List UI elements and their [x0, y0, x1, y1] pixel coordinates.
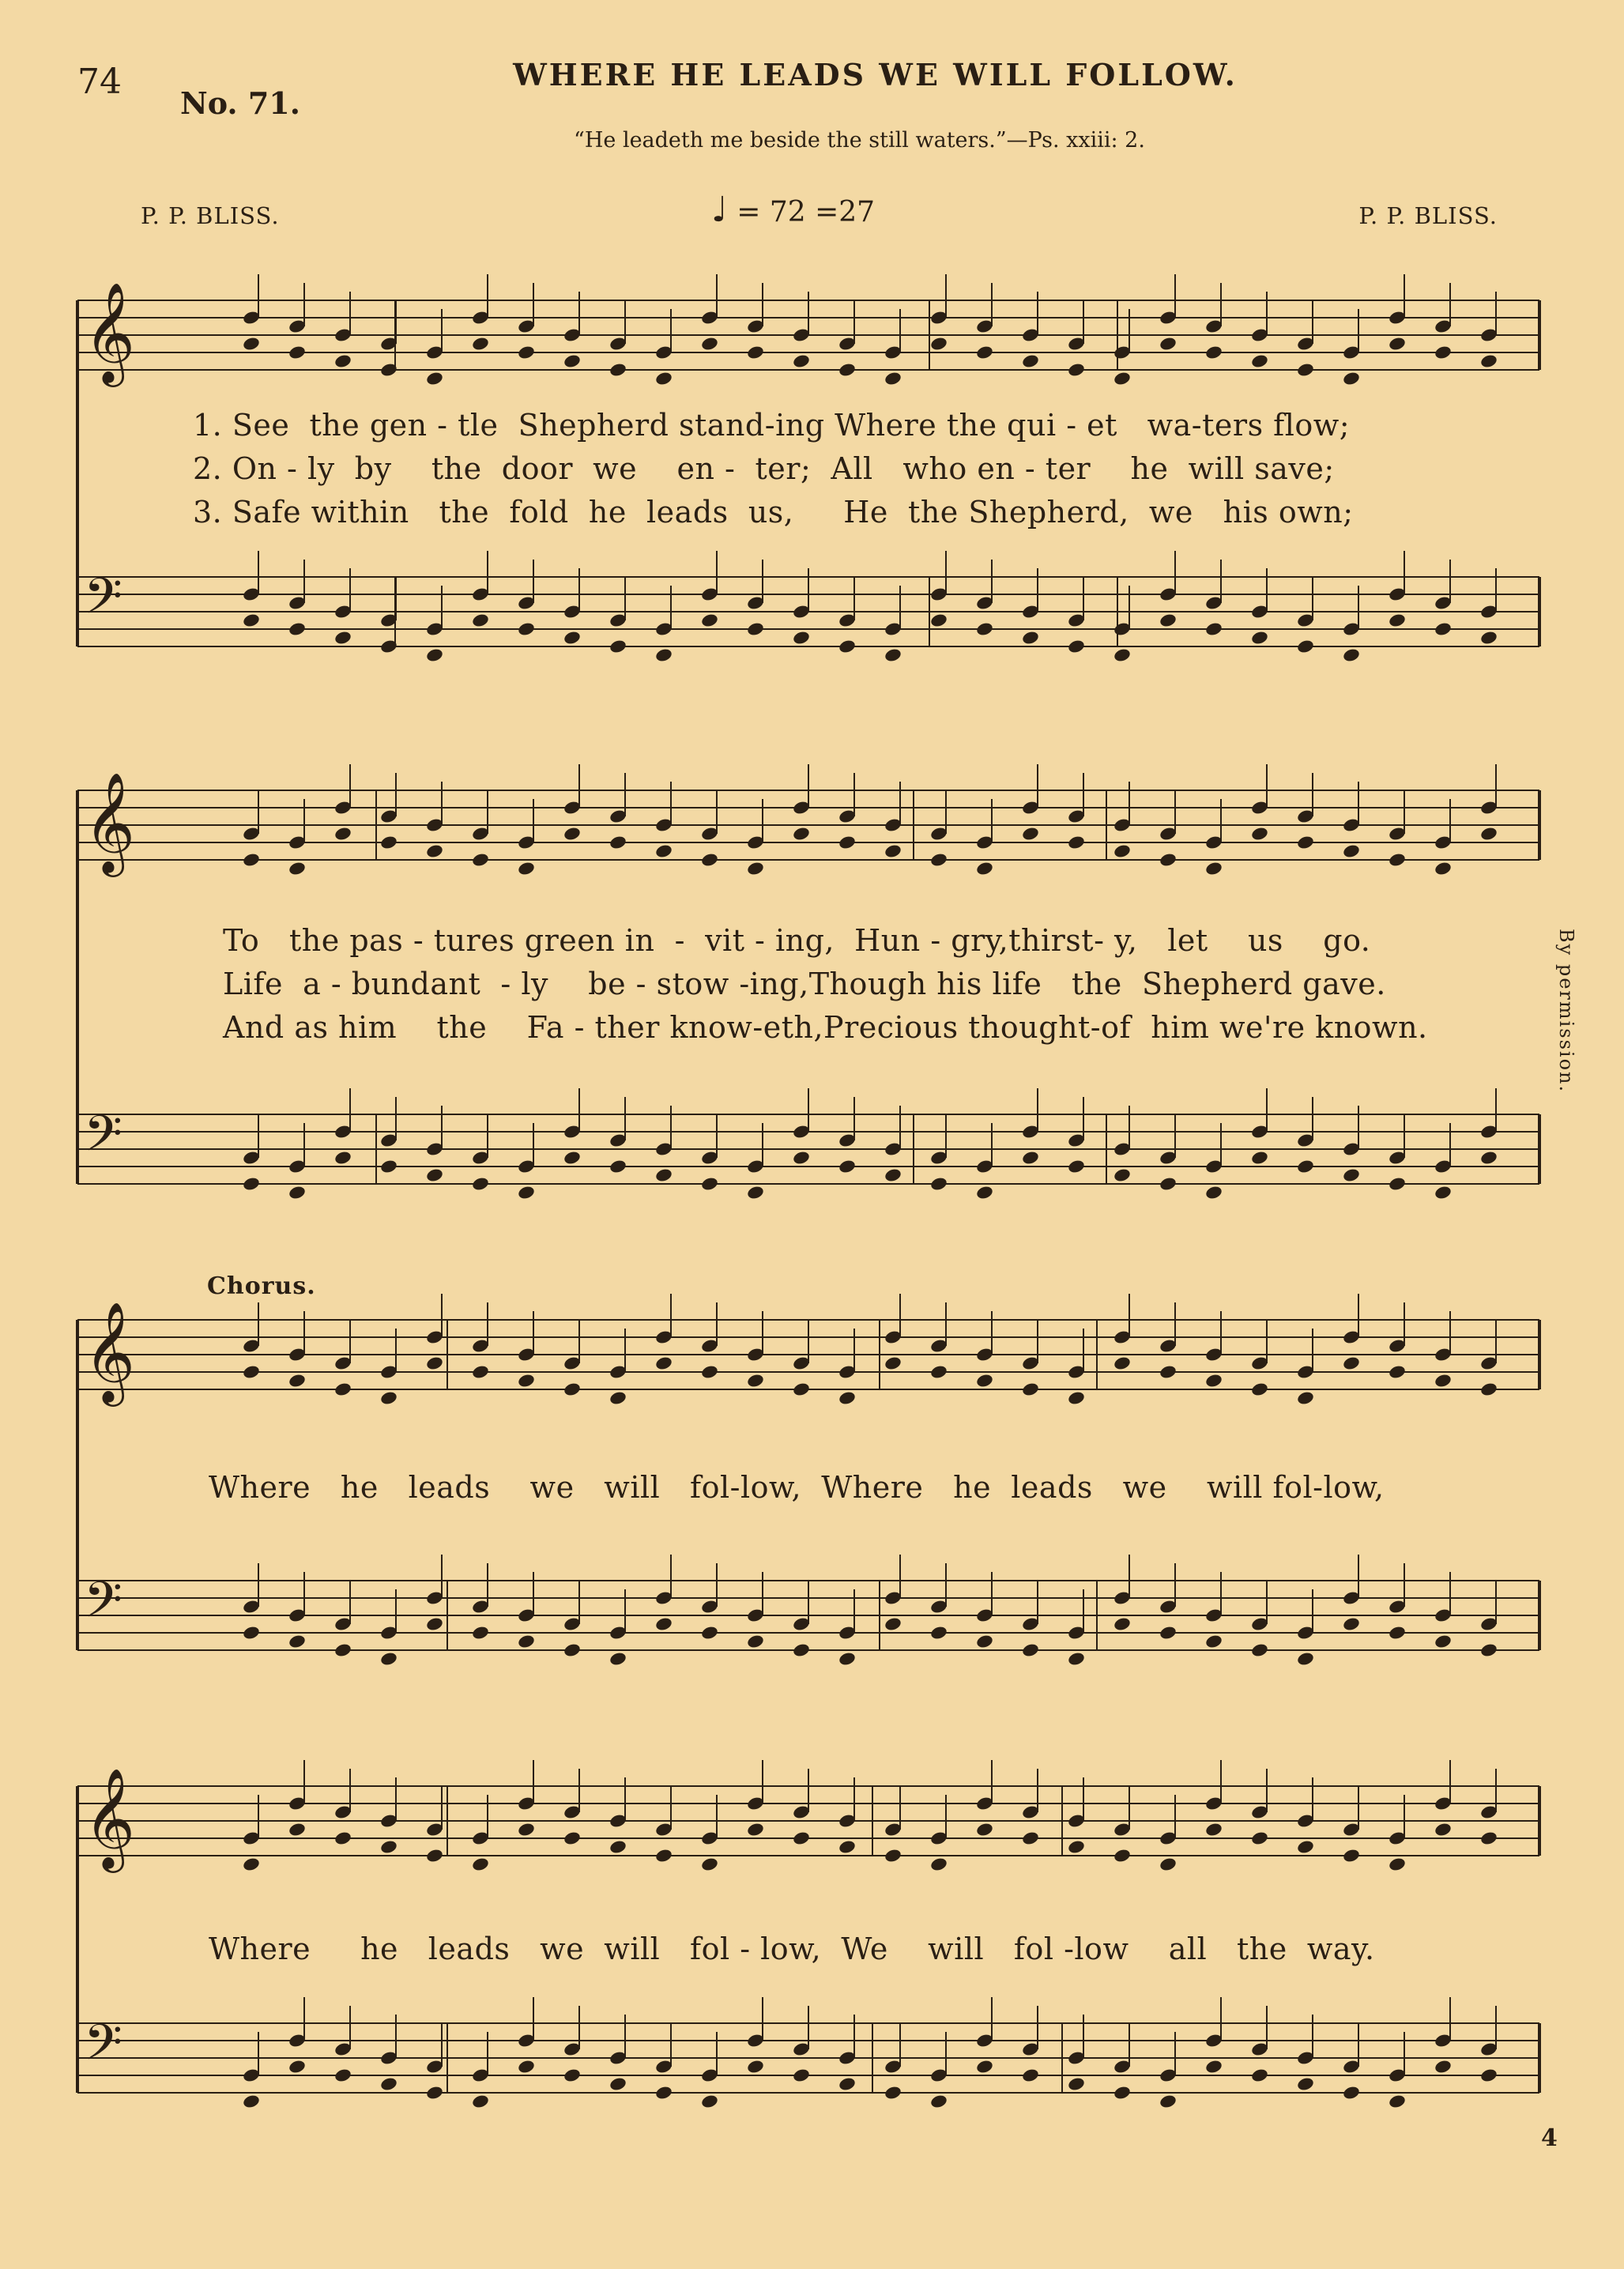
note-head — [242, 1364, 261, 1380]
note-head — [1250, 2067, 1269, 2083]
note-head — [288, 621, 307, 637]
note-head — [1113, 2085, 1132, 2101]
note-head — [288, 2059, 307, 2075]
note-head — [792, 2067, 811, 2083]
note-head — [1296, 362, 1315, 378]
note-head — [609, 362, 627, 378]
note-head — [1204, 1185, 1223, 1200]
note-head — [379, 835, 398, 850]
permission-note: By permission. — [1555, 929, 1577, 1094]
note-head — [288, 345, 307, 360]
note-head — [288, 1185, 307, 1200]
note-head — [1296, 1390, 1315, 1406]
quarter-note-icon: ♩ — [711, 190, 728, 230]
note-head — [1021, 1381, 1040, 1397]
note-head — [609, 1159, 627, 1174]
note-head — [379, 1839, 398, 1855]
note-head — [609, 1390, 627, 1406]
note-head — [1479, 2067, 1498, 2083]
note-head — [700, 1364, 719, 1380]
note-head — [333, 1642, 352, 1658]
note-head — [792, 630, 811, 646]
note-head — [1479, 1381, 1498, 1397]
note-head — [746, 861, 765, 876]
note-head — [242, 1856, 261, 1872]
note-head — [838, 1651, 857, 1667]
note-head — [838, 1839, 857, 1855]
note-head — [1067, 1390, 1086, 1406]
bass-clef-icon: 𝄢 — [84, 567, 122, 637]
note-head — [1296, 639, 1315, 654]
note-head — [288, 1373, 307, 1389]
note-head — [1342, 1167, 1361, 1183]
note-head — [975, 621, 994, 637]
note-head — [1434, 1634, 1453, 1649]
note-head — [609, 835, 627, 850]
note-head — [333, 826, 352, 842]
note-head — [929, 612, 948, 628]
treble-clef-icon: 𝄞 — [84, 281, 136, 383]
note-head — [1250, 630, 1269, 646]
note-head — [654, 2085, 673, 2101]
note-head — [792, 353, 811, 369]
note-head — [333, 1381, 352, 1397]
note-head — [746, 345, 765, 360]
scripture-epigraph: “He leadeth me beside the still waters.”—Ps. xxiii: 2. — [574, 128, 1145, 153]
note-head — [1021, 1642, 1040, 1658]
note-head — [1479, 826, 1498, 842]
note-head — [929, 1176, 948, 1192]
note-head — [379, 2076, 398, 2092]
note-head — [1342, 371, 1361, 386]
note-head — [1342, 1848, 1361, 1864]
note-head — [1342, 1355, 1361, 1371]
note-head — [379, 1390, 398, 1406]
note-head — [1250, 826, 1269, 842]
note-head — [700, 336, 719, 352]
tempo-marking — [711, 190, 875, 230]
note-head — [471, 336, 490, 352]
note-head — [333, 1150, 352, 1166]
composer-credit-right: P. P. BLISS. — [1358, 202, 1498, 229]
note-head — [425, 1848, 444, 1864]
note-head — [563, 826, 582, 842]
note-head — [1479, 1150, 1498, 1166]
note-head — [1113, 1616, 1132, 1632]
composer-credit-left: P. P. BLISS. — [141, 202, 280, 229]
note-head — [517, 1822, 536, 1837]
note-head — [517, 345, 536, 360]
note-head — [1342, 2085, 1361, 2101]
note-head — [471, 1625, 490, 1641]
note-head — [929, 2094, 948, 2109]
note-head — [425, 843, 444, 859]
verse-line-3b: And as him the Fa - ther know-eth,Precious thought-of him we're known. — [223, 1010, 1428, 1045]
note-head — [1479, 1830, 1498, 1846]
note-head — [1159, 612, 1177, 628]
note-head — [1342, 843, 1361, 859]
note-head — [1342, 1616, 1361, 1632]
note-head — [1388, 1364, 1407, 1380]
note-head — [1296, 835, 1315, 850]
note-head — [563, 1830, 582, 1846]
note-head — [1388, 1625, 1407, 1641]
note-head — [1067, 1159, 1086, 1174]
note-head — [975, 1634, 994, 1649]
note-head — [975, 2059, 994, 2075]
note-head — [1204, 1634, 1223, 1649]
note-head — [929, 1364, 948, 1380]
note-head — [471, 1364, 490, 1380]
page-signature-mark: 4 — [1541, 2124, 1558, 2152]
note-head — [975, 861, 994, 876]
note-head — [1159, 1625, 1177, 1641]
note-head — [1159, 2094, 1177, 2109]
note-head — [792, 1381, 811, 1397]
note-head — [1021, 1150, 1040, 1166]
note-head — [700, 1625, 719, 1641]
tempo-text: = 72 =27 — [737, 196, 876, 228]
note-head — [609, 1839, 627, 1855]
note-head — [1388, 612, 1407, 628]
note-head — [1204, 621, 1223, 637]
note-head — [425, 1355, 444, 1371]
note-head — [792, 1830, 811, 1846]
staff-graphic — [77, 245, 1547, 735]
note-head — [242, 1625, 261, 1641]
note-head — [975, 345, 994, 360]
note-head — [609, 2076, 627, 2092]
note-head — [1250, 1150, 1269, 1166]
note-head — [1434, 1373, 1453, 1389]
note-head — [1021, 826, 1040, 842]
note-head — [1159, 1364, 1177, 1380]
note-head — [654, 647, 673, 663]
note-head — [1204, 861, 1223, 876]
verse-line-1a: 1. See the gen - tle Shepherd stand-ing Where the qui - et wa-ters flow; — [193, 408, 1351, 443]
bass-clef-icon: 𝄢 — [84, 2013, 122, 2083]
note-head — [471, 612, 490, 628]
note-head — [242, 852, 261, 868]
note-head — [563, 353, 582, 369]
note-head — [1250, 353, 1269, 369]
note-head — [975, 1185, 994, 1200]
note-head — [517, 621, 536, 637]
note-head — [1296, 1651, 1315, 1667]
verse-line-2a: 2. On - ly by the door we en - ter; All who en - ter he will save; — [193, 451, 1335, 486]
note-head — [1434, 1822, 1453, 1837]
note-head — [1250, 1642, 1269, 1658]
note-head — [379, 1651, 398, 1667]
note-head — [1021, 630, 1040, 646]
hymn-number: No. 71. — [180, 85, 300, 121]
note-head — [838, 2076, 857, 2092]
treble-clef-icon: 𝄞 — [84, 771, 136, 873]
note-head — [563, 1150, 582, 1166]
note-head — [1434, 861, 1453, 876]
note-head — [975, 1373, 994, 1389]
note-head — [333, 2067, 352, 2083]
note-head — [1250, 1830, 1269, 1846]
note-head — [884, 2085, 902, 2101]
note-head — [609, 639, 627, 654]
note-head — [1479, 353, 1498, 369]
note-head — [425, 371, 444, 386]
note-head — [471, 852, 490, 868]
note-head — [1342, 647, 1361, 663]
note-head — [838, 1390, 857, 1406]
note-head — [333, 1830, 352, 1846]
note-head — [1113, 1848, 1132, 1864]
note-head — [792, 1642, 811, 1658]
note-head — [884, 843, 902, 859]
note-head — [1479, 1642, 1498, 1658]
note-head — [746, 1185, 765, 1200]
note-head — [746, 2059, 765, 2075]
note-head — [1434, 1185, 1453, 1200]
note-head — [425, 1616, 444, 1632]
note-head — [1067, 1651, 1086, 1667]
note-head — [929, 852, 948, 868]
note-head — [471, 2094, 490, 2109]
note-head — [1296, 1839, 1315, 1855]
note-head — [929, 336, 948, 352]
note-head — [517, 2059, 536, 2075]
note-head — [1296, 1159, 1315, 1174]
note-head — [700, 1856, 719, 1872]
note-head — [1113, 647, 1132, 663]
note-head — [517, 1185, 536, 1200]
bass-clef-icon: 𝄢 — [84, 1570, 122, 1641]
note-head — [1159, 336, 1177, 352]
treble-clef-icon: 𝄞 — [84, 1767, 136, 1868]
note-head — [700, 1176, 719, 1192]
note-head — [654, 1848, 673, 1864]
verse-line-1b: To the pas - tures green in - vit - ing, Hun - gry,thirst- y, let us go. — [223, 923, 1371, 958]
note-head — [1250, 1381, 1269, 1397]
note-head — [884, 1616, 902, 1632]
note-head — [471, 1176, 490, 1192]
note-head — [1113, 1167, 1132, 1183]
note-head — [1388, 1176, 1407, 1192]
note-head — [333, 630, 352, 646]
note-head — [1067, 639, 1086, 654]
note-head — [746, 1373, 765, 1389]
note-head — [1067, 2076, 1086, 2092]
note-head — [517, 861, 536, 876]
note-head — [1113, 843, 1132, 859]
note-head — [1296, 2076, 1315, 2092]
chorus-label: Chorus. — [207, 1272, 316, 1300]
note-head — [1159, 852, 1177, 868]
chorus-line-1: Where he leads we will fol-low, Where he leads we will fol-low, — [209, 1470, 1385, 1505]
note-head — [242, 2094, 261, 2109]
note-head — [884, 1167, 902, 1183]
note-head — [1067, 1839, 1086, 1855]
note-head — [1388, 2094, 1407, 2109]
note-head — [1479, 630, 1498, 646]
bass-clef-icon: 𝄢 — [84, 1104, 122, 1174]
note-head — [517, 1373, 536, 1389]
note-head — [929, 1625, 948, 1641]
note-head — [700, 612, 719, 628]
note-head — [563, 1642, 582, 1658]
note-head — [654, 1167, 673, 1183]
note-head — [242, 336, 261, 352]
note-head — [425, 2085, 444, 2101]
note-head — [1113, 1355, 1132, 1371]
verse-line-2b: Life a - bundant - ly be - stow -ing,Though his life the Shepherd gave. — [223, 967, 1386, 1001]
note-head — [746, 1822, 765, 1837]
note-head — [746, 1634, 765, 1649]
note-head — [929, 1856, 948, 1872]
note-head — [654, 1616, 673, 1632]
note-head — [563, 1381, 582, 1397]
note-head — [1204, 345, 1223, 360]
note-head — [1021, 2067, 1040, 2083]
note-head — [1388, 1856, 1407, 1872]
note-head — [242, 612, 261, 628]
note-head — [288, 1634, 307, 1649]
note-head — [1388, 336, 1407, 352]
note-head — [838, 835, 857, 850]
note-head — [792, 1150, 811, 1166]
note-head — [838, 362, 857, 378]
note-head — [884, 1355, 902, 1371]
note-head — [884, 647, 902, 663]
note-head — [1434, 2059, 1453, 2075]
note-head — [1388, 852, 1407, 868]
note-head — [333, 353, 352, 369]
note-head — [838, 1159, 857, 1174]
note-head — [884, 371, 902, 386]
note-head — [654, 843, 673, 859]
note-head — [425, 1167, 444, 1183]
note-head — [746, 621, 765, 637]
note-head — [563, 2067, 582, 2083]
note-head — [1021, 1830, 1040, 1846]
chorus-line-2: Where he leads we will fol - low, We will fol -low all the way. — [209, 1932, 1375, 1966]
note-head — [1067, 362, 1086, 378]
note-head — [884, 1848, 902, 1864]
note-head — [1204, 2059, 1223, 2075]
note-head — [792, 826, 811, 842]
note-head — [700, 852, 719, 868]
note-head — [700, 2094, 719, 2109]
note-head — [1159, 1176, 1177, 1192]
note-head — [379, 1159, 398, 1174]
treble-clef-icon: 𝄞 — [84, 1301, 136, 1402]
note-head — [288, 1822, 307, 1837]
note-head — [654, 1355, 673, 1371]
page-number: 74 — [77, 62, 122, 102]
note-head — [471, 1856, 490, 1872]
note-head — [1113, 371, 1132, 386]
note-head — [425, 647, 444, 663]
note-head — [1204, 1373, 1223, 1389]
note-head — [1021, 353, 1040, 369]
note-head — [1159, 1856, 1177, 1872]
note-head — [1434, 621, 1453, 637]
note-head — [517, 1634, 536, 1649]
note-head — [654, 371, 673, 386]
note-head — [288, 861, 307, 876]
note-head — [1434, 345, 1453, 360]
note-head — [838, 639, 857, 654]
verse-line-3a: 3. Safe within the fold he leads us, He the Shepherd, we his own; — [193, 495, 1354, 530]
note-head — [975, 1822, 994, 1837]
note-head — [1067, 835, 1086, 850]
note-head — [563, 630, 582, 646]
note-head — [609, 1651, 627, 1667]
hymn-title: WHERE HE LEADS WE WILL FOLLOW. — [513, 57, 1238, 92]
note-head — [242, 1176, 261, 1192]
note-head — [1204, 1822, 1223, 1837]
